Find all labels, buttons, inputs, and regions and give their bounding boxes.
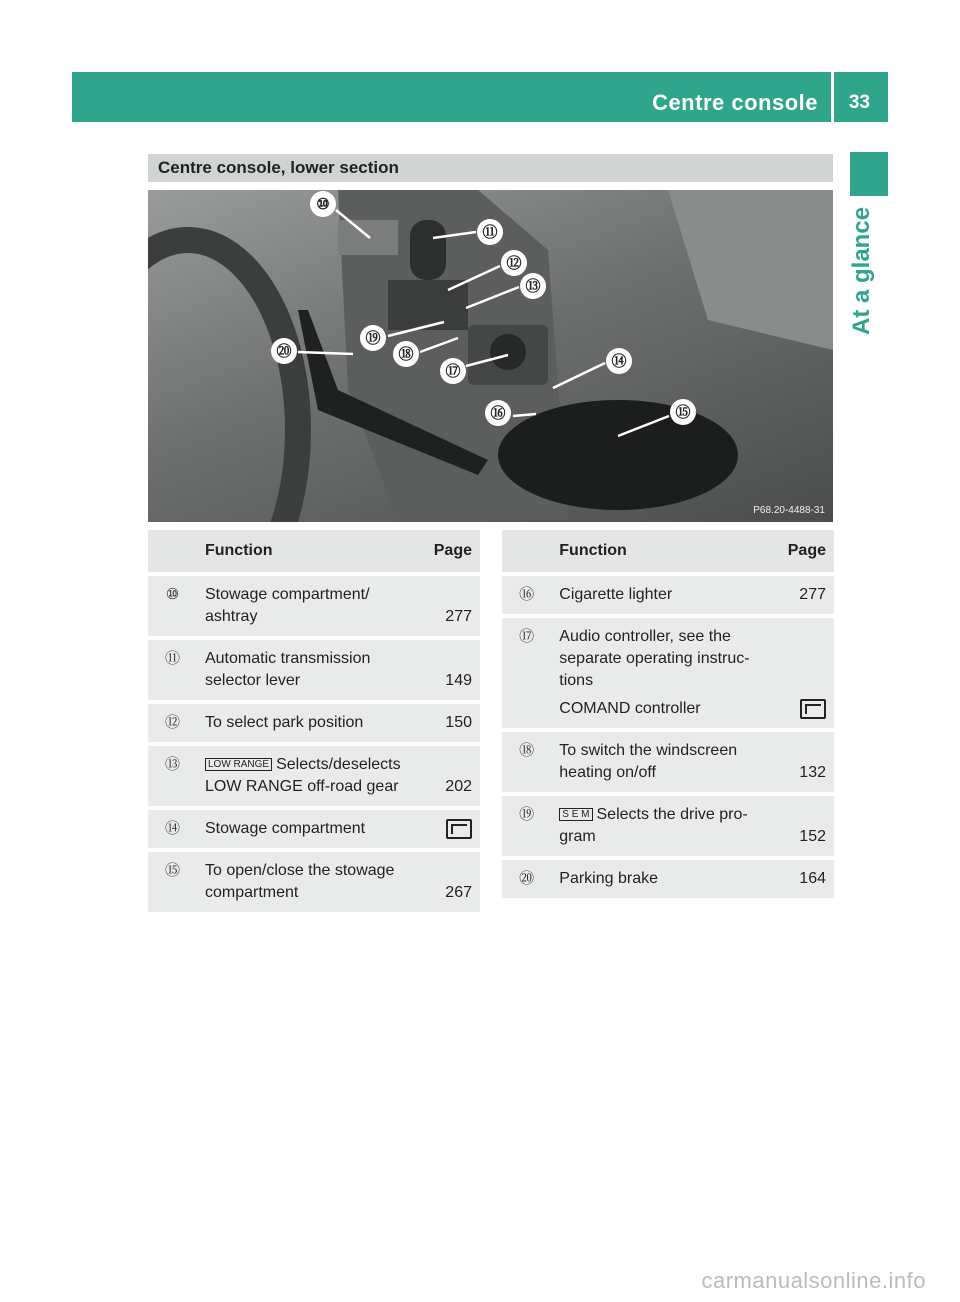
callout-16 — [485, 400, 511, 426]
row-number: ⑲ — [502, 796, 551, 856]
row-page: 164 — [763, 860, 834, 898]
table-row — [148, 852, 480, 912]
row-function: Automatic transmission selector lever — [197, 640, 409, 700]
running-header-title: Centre console — [652, 90, 818, 115]
row-function: Stowage compartment/ ashtray — [197, 576, 409, 636]
row-function — [197, 746, 409, 806]
svg-text:⑬: ⑬ — [525, 278, 541, 295]
leader-line — [553, 363, 605, 388]
svg-text:⑱: ⑱ — [398, 346, 414, 363]
armrest-shape — [498, 400, 738, 510]
row-page — [409, 810, 480, 848]
svg-text:⑳: ⑳ — [276, 343, 292, 360]
svg-text:⑰: ⑰ — [445, 363, 461, 380]
row-function-text: Selects the drive pro- gram — [559, 806, 748, 845]
callout-11 — [477, 219, 503, 245]
selector-lever-shape — [410, 220, 446, 280]
row-page: 152 — [763, 796, 834, 856]
callout-13 — [520, 273, 546, 299]
row-function-text: Selects/deselects LOW RANGE off-road gear — [204, 756, 401, 795]
seat-shape — [668, 190, 833, 350]
table-row — [502, 618, 834, 728]
side-tab-label: At a glance — [848, 206, 875, 335]
table-row — [148, 704, 480, 742]
row-page: 277 — [409, 576, 480, 636]
low-range-icon: LOW RANGE — [205, 758, 272, 771]
table-header-blank — [148, 530, 197, 572]
row-function: To select park position — [197, 704, 409, 742]
function-table-left — [148, 526, 480, 916]
svg-text:⑪: ⑪ — [482, 224, 498, 241]
leader-line — [298, 352, 353, 354]
row-function: Stowage compartment — [197, 810, 409, 848]
svg-text:⑭: ⑭ — [611, 353, 627, 370]
callout-18 — [393, 341, 419, 367]
row-function: To open/close the stowage compartment — [197, 852, 409, 912]
row-page — [763, 618, 834, 728]
section-title: Centre console, lower section — [148, 154, 833, 182]
page-number: 33 — [848, 92, 870, 113]
callout-15 — [670, 399, 696, 425]
table-header-function: Function — [197, 530, 409, 572]
row-page: 132 — [763, 732, 834, 792]
callout-19 — [360, 325, 386, 351]
table-row — [148, 576, 480, 636]
table-header-function: Function — [551, 530, 762, 572]
row-subfunction: COMAND controller — [559, 700, 701, 717]
row-number: ⑯ — [502, 576, 551, 614]
row-function: To switch the windscreen heating on/off — [551, 732, 762, 792]
table-header-row — [148, 530, 480, 572]
watermark[interactable]: carmanualsonline.info — [701, 1268, 926, 1293]
table-row — [502, 796, 834, 856]
row-number: ⑪ — [148, 640, 197, 700]
table-header-row — [502, 530, 834, 572]
row-function: Parking brake — [551, 860, 762, 898]
row-page: 149 — [409, 640, 480, 700]
table-header-page: Page — [409, 530, 480, 572]
table-row — [502, 576, 834, 614]
row-function: Cigarette lighter — [551, 576, 762, 614]
row-page: 267 — [409, 852, 480, 912]
svg-text:⑫: ⑫ — [506, 255, 522, 272]
row-number: ⑱ — [502, 732, 551, 792]
table-row — [148, 810, 480, 848]
callout-10 — [310, 191, 336, 217]
header-bar — [72, 72, 888, 122]
row-page: 277 — [763, 576, 834, 614]
row-number: ⑬ — [148, 746, 197, 806]
function-table-right — [502, 526, 834, 902]
svg-text:⑩: ⑩ — [316, 196, 330, 213]
svg-text:⑯: ⑯ — [490, 405, 506, 422]
console-illustration — [148, 190, 833, 522]
row-number: ⑰ — [502, 618, 551, 728]
row-function — [551, 618, 762, 728]
steering-wheel-shape — [148, 240, 298, 522]
table-row — [502, 732, 834, 792]
svg-text:⑲: ⑲ — [365, 330, 381, 347]
row-function — [551, 796, 762, 856]
table-header-blank — [502, 530, 551, 572]
row-page: 150 — [409, 704, 480, 742]
row-number: ⑩ — [148, 576, 197, 636]
row-number: ⑮ — [148, 852, 197, 912]
table-row — [502, 860, 834, 898]
comand-knob-shape — [490, 334, 526, 370]
see-comand-manual-icon — [446, 819, 472, 839]
callout-20 — [271, 338, 297, 364]
side-tab-marker — [850, 152, 888, 196]
row-number: ⑫ — [148, 704, 197, 742]
drive-program-icon: S E M — [559, 808, 592, 821]
callout-12 — [501, 250, 527, 276]
photo-code: P68.20-4488-31 — [753, 505, 825, 516]
table-row — [148, 640, 480, 700]
row-page: 202 — [409, 746, 480, 806]
table-row — [148, 746, 480, 806]
callout-17 — [440, 358, 466, 384]
console-photo — [148, 190, 833, 522]
row-number: ⑭ — [148, 810, 197, 848]
svg-text:⑮: ⑮ — [675, 404, 691, 421]
callout-14 — [606, 348, 632, 374]
row-number: ⑳ — [502, 860, 551, 898]
header-divider — [831, 72, 834, 122]
row-function-text: Audio controller, see the separate operating instruc- tions — [559, 628, 750, 689]
table-header-page: Page — [763, 530, 834, 572]
see-comand-manual-icon — [800, 699, 826, 719]
